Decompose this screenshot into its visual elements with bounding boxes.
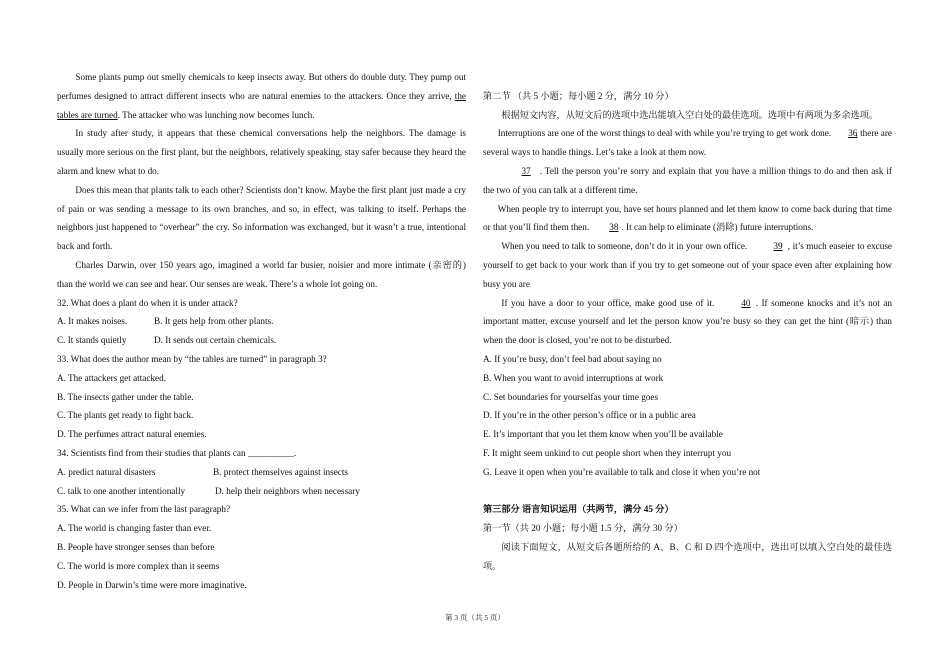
option-b: B. protect themselves against insects [213, 466, 348, 477]
option-d: D. The perfumes attract natural enemies. [57, 429, 207, 440]
gap-paragraph-2: 37 . Tell the person you’re sorry and explain that you have a million things to do and then ask if the two of you can talk at a different time. [483, 162, 892, 200]
section-1-instructions: 阅读下面短文，从短文后各题所给的 A、B、C 和 D 四个选项中，选出可以填入空白处的最佳选项。 [483, 541, 892, 571]
option-d: D. help their neighbors when necessary [215, 485, 360, 496]
option-a: A. The world is changing faster than ever. [57, 523, 212, 534]
page-footer: 第 3 页（共 5 页） [445, 613, 505, 622]
option-a: A. The attackers get attacked. [57, 372, 167, 383]
blank-39: 39 [773, 241, 783, 252]
question-32-stem: 32. What does a plant do when it is under attack? [57, 297, 238, 308]
option-d: D. It sends out certain chemicals. [154, 335, 277, 346]
passage-paragraph-2: In study after study, it appears that these chemical conversations help the neighbors. The damage is usually more serious on the first plant, but the neighbors, relatively speaking, stay safer because they heard the alarm and knew what to do. [57, 128, 466, 176]
left-column [57, 68, 466, 594]
question-35-stem: 35. What can we infer from the last paragraph? [57, 504, 231, 515]
option-c: C. It stands quietly [57, 335, 127, 346]
section-1-heading: 第一节（共 20 小题；每小题 1.5 分，满分 30 分） [483, 523, 683, 534]
passage-paragraph-3: Does this mean that plants talk to each other? Scientists don’t know. Maybe the first plant just made a cry of pain or was sending a message to its own branches, and so, in effect, was talking to itself. Perhaps the neighbors just happened to “overhear” the cry. So information was exchanged, but it wasn’t a true, intentional back and forth. [57, 184, 466, 252]
underlined-phrase: the tables are turned [57, 90, 466, 120]
answer-blank: __________ [247, 447, 294, 458]
option-a: A. If you’re busy, don’t feel bad about saying no [483, 353, 662, 364]
option-a: A. predict natural disasters [57, 466, 156, 477]
question-34-stem: 34. Scientists find from their studies that plants can __________. [57, 447, 297, 458]
blank-37: 37 [521, 165, 531, 176]
option-f: F. It might seem unkind to cut people short when they interrupt you [483, 447, 732, 458]
question-34-options-cd [57, 482, 466, 501]
question-32-options-ab [57, 312, 466, 331]
option-b: B. When you want to avoid interruptions at work [483, 372, 664, 383]
option-c: C. The world is more complex than it seems [57, 560, 220, 571]
question-32-options-cd [57, 331, 466, 350]
part-3-heading: 第三部分 语言知识运用（共两节，满分 45 分） [483, 504, 674, 515]
option-b: B. It gets help from other plants. [154, 316, 274, 327]
option-b: B. People have stronger senses than before [57, 541, 215, 552]
blank-36: 36 [848, 128, 858, 139]
option-a: A. It makes noises. [57, 316, 128, 327]
section-2-heading: 第二节 （共 5 小题；每小题 2 分，满分 10 分） [483, 90, 674, 101]
gap-paragraph-3: When people try to interrupt you, have set hours planned and let them know to come back during that time or that you’ll find them then. 38 . It can help to eliminate (消除) future interruptions. [483, 200, 892, 238]
blank-38: 38 [609, 222, 619, 233]
option-g: G. Leave it open when you’re available to talk and close it when you’re not [483, 466, 761, 477]
passage-paragraph-1: Some plants pump out smelly chemicals to keep insects away. But others do double duty. They pump out perfumes designed to attract different insects who are natural enemies to the attackers. Once they arrive, the tables are turned. The attacker who was lunching now becomes lunch. [57, 72, 466, 120]
section-2-instructions: 根据短文内容，从短文后的选项中选出能填入空白处的最佳选项。选项中有两项为多余选项。 [501, 109, 879, 120]
option-d: D. If you’re in the other person’s office or in a public area [483, 410, 696, 421]
gap-paragraph-1: Interruptions are one of the worst things to deal with while you’re trying to get work done. 36, there are several ways to handle things. Let’s take a look at them now. [483, 124, 892, 162]
blank-40: 40 [741, 297, 751, 308]
option-c: C. Set boundaries for yourselfas your time goes [483, 391, 659, 402]
gap-paragraph-4: When you need to talk to someone, don’t do it in your own office. 39 , it’s much easeier to excuse yourself to get back to your work than if you try to get someone out of your space even after explaining how busy you are [483, 237, 892, 293]
option-b: B. The insects gather under the table. [57, 391, 194, 402]
right-column [483, 68, 892, 576]
option-d: D. People in Darwin’s time were more imaginative. [57, 579, 247, 590]
passage-paragraph-4: Charles Darwin, over 150 years ago, imagined a world far busier, noisier and more intimate (亲密的) than the world we can see and hear. Our senses are weak. There’s a whole lot going on. [57, 259, 466, 289]
gap-paragraph-5: If you have a door to your office, make good use of it. 40 . If someone knocks and it’s not an important matter, excuse yourself and let the person know you’re busy so they can get the hint (暗示) than when the door is closed, you’re not to be disturbed. [483, 294, 892, 350]
question-33-stem: 33. What does the author mean by “the tables are turned” in paragraph 3? [57, 353, 327, 364]
option-c: C. The plants get ready to fight back. [57, 410, 194, 421]
question-34-options-ab [57, 463, 466, 482]
option-e: E. It’s important that you let them know when you’ll be available [483, 429, 723, 440]
option-c: C. talk to one another intentionally [57, 485, 186, 496]
